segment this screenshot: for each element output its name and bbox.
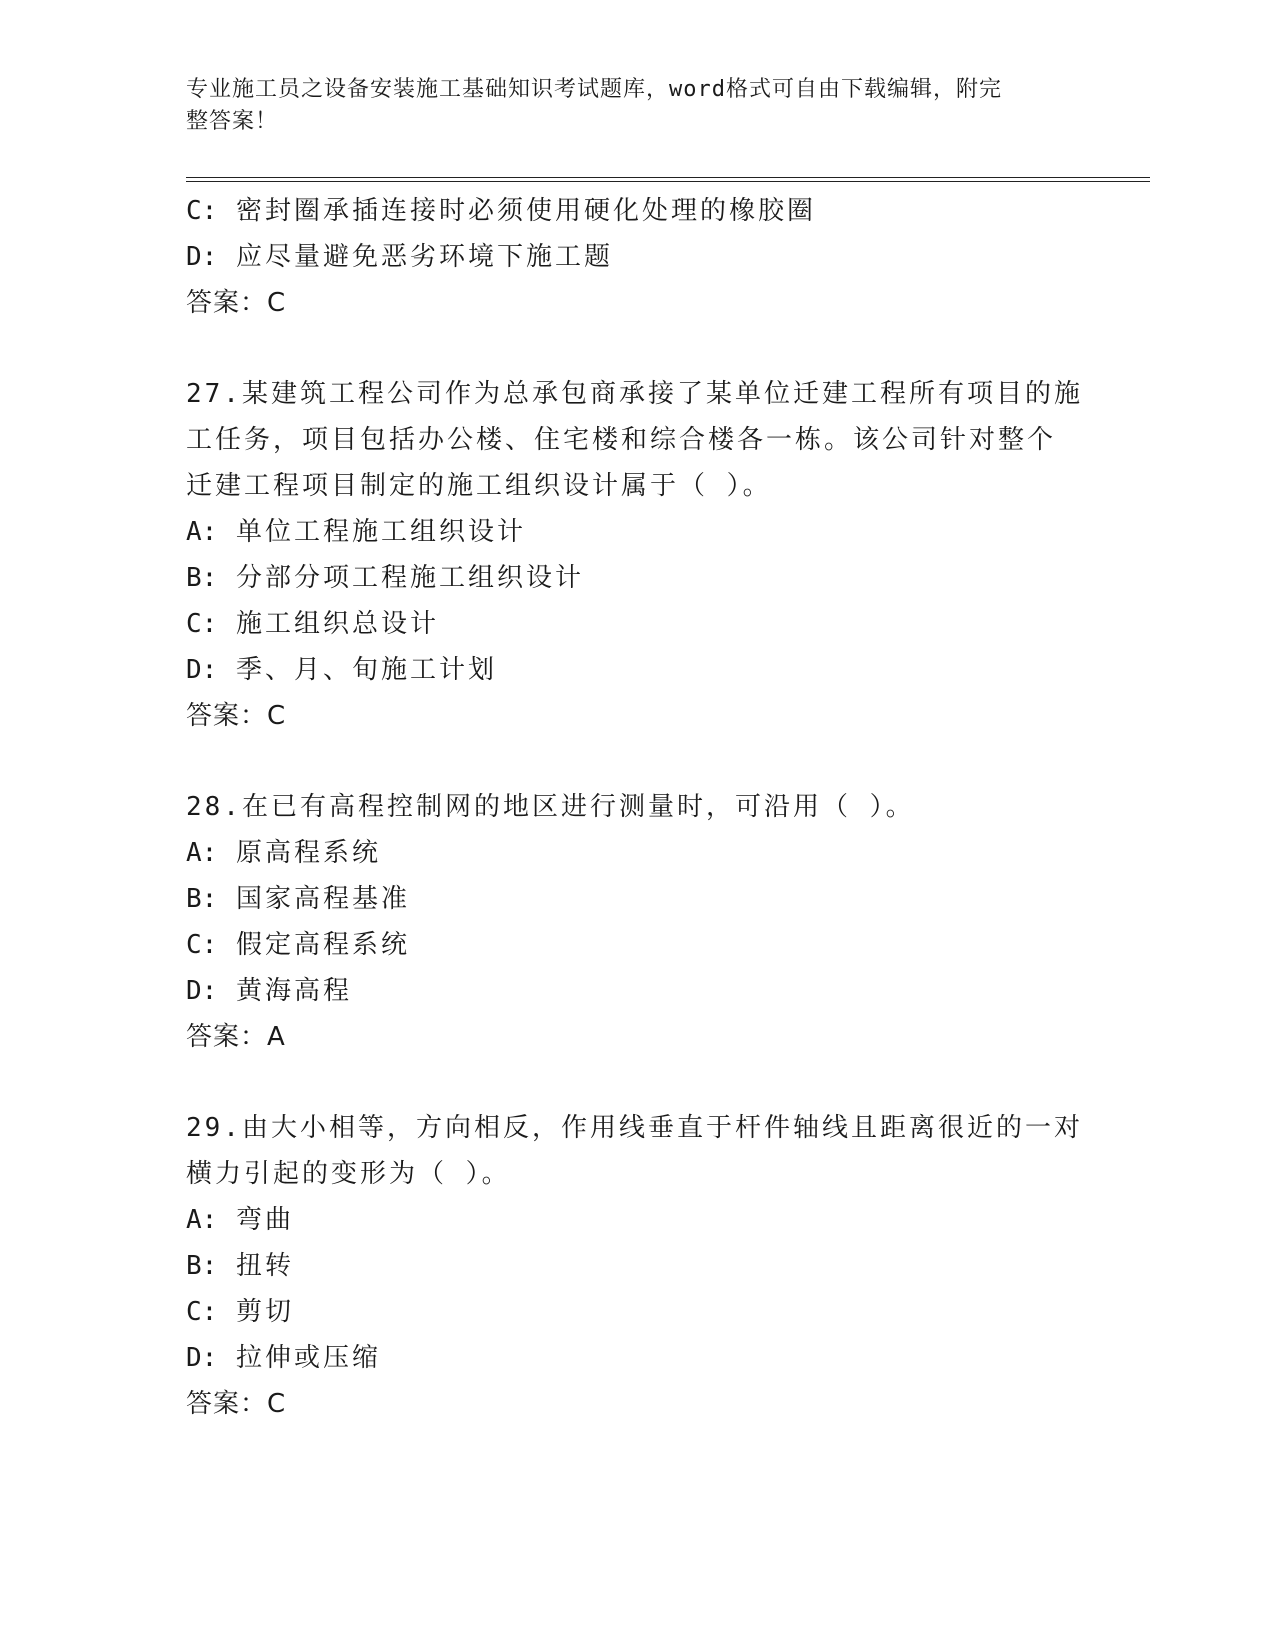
option-b: B: 分部分项工程施工组织设计 (186, 563, 584, 593)
option-d: D: 拉伸或压缩 (186, 1343, 381, 1373)
question-28 (186, 784, 1086, 1060)
option-c: C: 剪切 (186, 1297, 294, 1327)
answer-line: 答案：C (186, 701, 287, 731)
header-line-1: 专业施工员之设备安装施工基础知识考试题库，word格式可自由下载编辑，附完 (186, 77, 1002, 102)
answer-line: 答案：C (186, 1389, 287, 1419)
option-c: C: 施工组织总设计 (186, 609, 439, 639)
option-b: B: 国家高程基准 (186, 884, 410, 914)
option-a: A: 原高程系统 (186, 838, 381, 868)
answer-line: 答案：C (186, 288, 287, 318)
question-text-line: 29.由大小相等，方向相反，作用线垂直于杆件轴线且距离很近的一对 (186, 1113, 1083, 1143)
document-header (186, 74, 1066, 138)
question-continuation (186, 188, 1086, 326)
option-a: A: 单位工程施工组织设计 (186, 517, 526, 547)
option-b: B: 扭转 (186, 1251, 294, 1281)
header-line-2: 整答案！ (186, 109, 279, 134)
option-d: D: 季、月、旬施工计划 (186, 655, 497, 685)
option-a: A: 弯曲 (186, 1205, 294, 1235)
header-divider-top (186, 177, 1150, 178)
question-27 (186, 371, 1086, 739)
question-text-line: 28.在已有高程控制网的地区进行测量时，可沿用（ ）。 (186, 792, 915, 822)
option-c: C: 假定高程系统 (186, 930, 410, 960)
option-d: D: 应尽量避免恶劣环境下施工题 (186, 242, 613, 272)
answer-line: 答案：A (186, 1022, 286, 1052)
question-text-line: 工任务，项目包括办公楼、住宅楼和综合楼各一栋。该公司针对整个 (186, 425, 1057, 455)
question-text-line: 迁建工程项目制定的施工组织设计属于（ ）。 (186, 471, 772, 501)
option-d: D: 黄海高程 (186, 976, 352, 1006)
question-text-line: 横力引起的变形为（ ）。 (186, 1159, 511, 1189)
question-29 (186, 1105, 1086, 1427)
question-text-line: 27.某建筑工程公司作为总承包商承接了某单位迁建工程所有项目的施 (186, 379, 1083, 409)
option-c: C: 密封圈承插连接时必须使用硬化处理的橡胶圈 (186, 196, 816, 226)
question-list (186, 188, 1086, 1427)
header-divider-bottom (186, 181, 1150, 182)
